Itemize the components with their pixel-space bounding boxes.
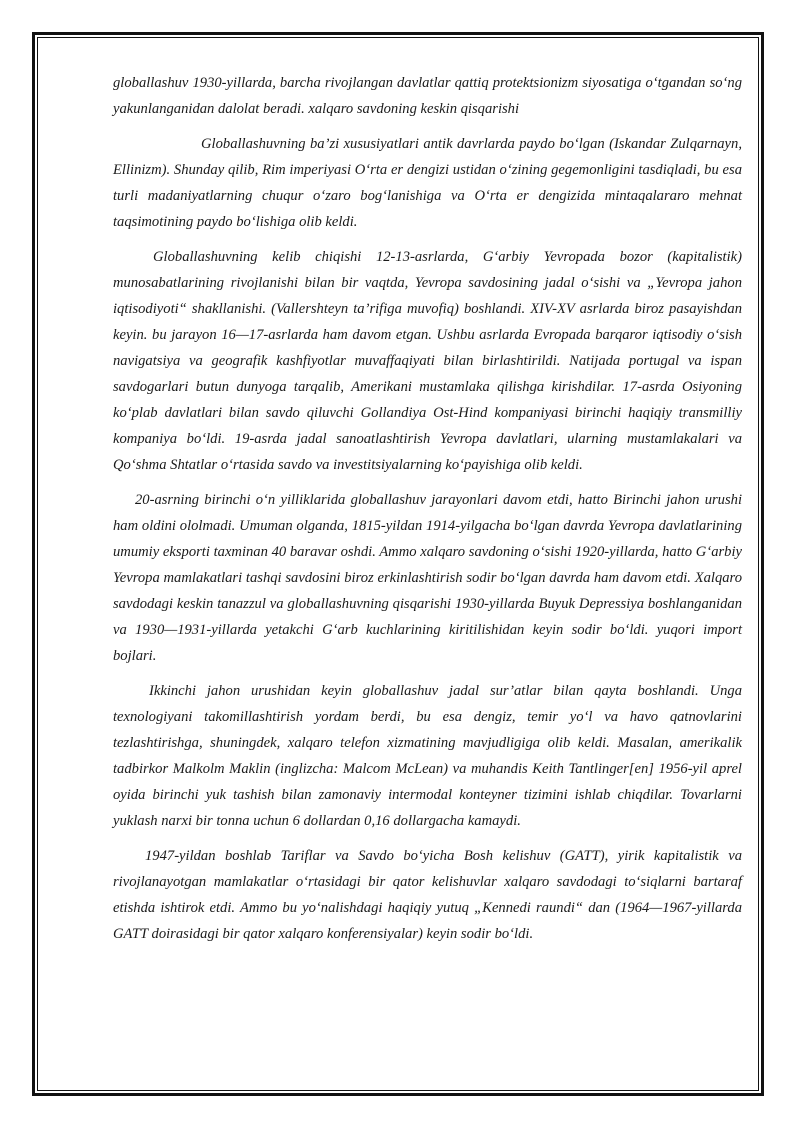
paragraph-4: 20-asrning birinchi o‘n yilliklarida globallashuv jarayonlari davom etdi, hatto Birinchi jahon urushi ham oldini ololmadi. Umuman olganda, 1815-yildan 1914-yilgacha bo‘lgan davrda Yevropa davlatlarining umumiy eksporti taxminan 40 baravar oshdi. Ammo xalqaro savdoning o‘sishi 1920-yillarda, hatto G‘arbiy Yevropa mamlakatlari tashqi savdosini biroz erkinlashtirish sodir bo‘lgan davrda ham davom etdi. Xalqaro savdodagi keskin tanazzul va globallashuvning qisqarishi 1930-yillarda Buyuk Depressiya boshlanganidan va 1930—1931-yillarda yetakchi G‘arb kuchlarining kiritilishidan keyin sodir bo‘ldi. yuqori import bojlari. <box>113 492 742 664</box>
paragraph-1: globallashuv 1930-yillarda, barcha rivojlangan davlatlar qattiq protektsionizm siyosatiga o‘tgandan so‘ng yakunlanganidan dalolat beradi. xalqaro savdoning keskin qisqarishi <box>113 75 742 117</box>
paragraph-6: 1947-yildan boshlab Tariflar va Savdo bo‘yicha Bosh kelishuv (GATT), yirik kapitalistik va rivojlanayotgan mamlakatlar o‘rtasidagi bir qator kelishuvlar xalqaro savdodagi to‘siqlarni bartaraf etishda ishtirok etdi. Ammo bu yo‘nalishdagi haqiqiy yutuq „Kennedi raundi“ dan (1964—1967-yillarda GATT doirasidagi bir qator xalqaro konferensiyalar) keyin sodir bo‘ldi. <box>113 848 742 942</box>
paragraph-5: Ikkinchi jahon urushidan keyin globallashuv jadal sur’atlar bilan qayta boshlandi. Unga texnologiyani takomillashtirish yordam berdi, bu esa dengiz, temir yo‘l va havo qatnovlarini tezlashtirishga, shuningdek, xalqaro telefon xizmatining mavjudligiga olib keldi. Masalan, amerikalik tadbirkor Malkolm Maklin (inglizcha: Malcom McLean) va muhandis Keith Tantlinger[en] 1956-yil aprel oyida birinchi yuk tashish bilan zamonaviy intermodal konteyner tizimini ishlab chiqdilar. Tovarlarni yuklash narxi bir tonna uchun 6 dollardan 0,16 dollargacha kamaydi. <box>113 683 742 829</box>
paragraph-2: Globallashuvning ba’zi xususiyatlari antik davrlarda paydo bo‘lgan (Iskandar Zulqarnayn, Ellinizm). Shunday qilib, Rim imperiyasi O‘rta er dengizi ustidan o‘zining gegemonligini tasdiqladi, bu esa turli madaniyatlarning chuqur o‘zaro bog‘lanishiga va O‘rta er dengizida mintaqalararo mehnat taqsimotining paydo bo‘lishiga olib keldi. <box>113 136 742 230</box>
document-body <box>113 70 742 956</box>
paragraph-3: Globallashuvning kelib chiqishi 12-13-asrlarda, G‘arbiy Yevropada bozor (kapitalistik) munosabatlarining rivojlanishi bilan bir vaqtda, Yevropa savdosining jadal o‘sishi va „Yevropa jahon iqtisodiyoti“ shakllanishi. (Vallershteyn ta’rifiga muvofiq) boshlandi. XIV-XV asrlarda biroz pasayishdan keyin. bu jarayon 16—17-asrlarda ham davom etgan. Ushbu asrlarda Evropada barqaror iqtisodiy o‘sish navigatsiya va geografik kashfiyotlar muvaffaqiyati bilan birlashtirildi. Natijada portugal va ispan savdogarlari butun dunyoga tarqalib, Amerikani mustamlaka qilishga kirishdilar. 17-asrda Osiyoning ko‘plab davlatlari bilan savdo qiluvchi Gollandiya Ost-Hind kompaniyasi birinchi haqiqiy transmilliy kompaniya bo‘ldi. 19-asrda jadal sanoatlashtirish Yevropa davlatlari, ularning mustamlakalari va Qo‘shma Shtatlar o‘rtasida savdo va investitsiyalarning ko‘payishiga olib keldi. <box>113 249 742 473</box>
